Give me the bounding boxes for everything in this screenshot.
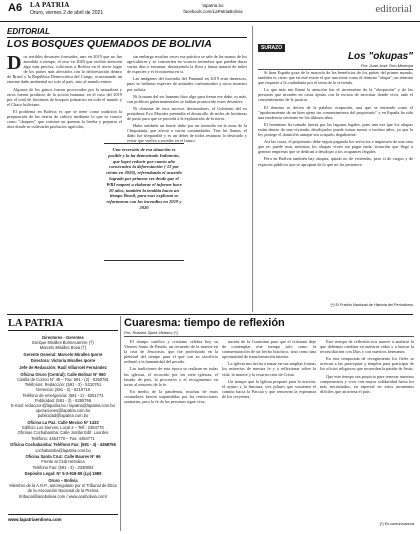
paragraph: En medio de la pandemia, muchas de estas costumbres fueron suspendidas por las restricciones sanitarias, pero la fe de las personas sigue viva. — [124, 388, 218, 405]
paragraph: La iglesia nos invita a tomar en sus amplias formas los misterios de nuestra fe y a reflexionar sobre la vida, la muerte y la resurrección de Cristo. — [222, 361, 316, 377]
paragraph: sin embargo muchas veces esa práctica se sale de las manos de los agricultores y se convierten en voraces incendios que pueden durar varias días o semanas, destruyendo la flora y fauna natural de miles de especies y el ecosistema en sí. — [127, 54, 247, 75]
staff-line: Jefe de Redacción: Raúl Villarroel Fernández — [19, 365, 107, 371]
editorial-title: LOS BOSQUES QUEMADOS DE BOLIVIA — [7, 38, 212, 50]
paragraph: Este tiempo de reflexión nos mueve a analizar lo que debemos cambiar en nuestras vidas y a buscar la reconciliación con Dios y con nuestros hermanos. — [320, 339, 414, 355]
paragraph: Algunos de los gastos fueron provocados por la naturaleza y otros fueron producto de la acción humana; en el caso del 2019 por el total de hectáreas de bosques primarios en todo el mundo y el Chaco boliviano. — [7, 86, 122, 107]
dateline: Oruro, viernes 2 de abril de 2021 — [30, 10, 104, 16]
paragraph: El término se deriva de la palabra ocupación, una que se entiende como el "apoderamiento de un bien ajeno sin consentimiento del propietario" y en España ha sido una tendencia creciente en los últimos años. — [258, 104, 413, 120]
web-link[interactable]: lapatria.bo — [202, 3, 224, 8]
section-divider — [7, 314, 413, 315]
staff-line: Directora: Victoria Miralles Iporre — [30, 358, 96, 364]
staff-line: Oficina Santa Cruz: Calle Baures N° 66 — [25, 454, 101, 460]
staff-line: E-mail: redaccion@lapatria.bo / lapatria@lapatria.com.bo — [11, 402, 115, 408]
column-body — [258, 70, 413, 302]
article-column-3 — [320, 339, 414, 531]
staff-line: Oficinas Cochabamba: Calle Jordán Edif. Lourdes — [17, 430, 109, 436]
paragraph: Las tradiciones de esta época se realizan en todas las iglesias, el recorrido por las siete iglesias, el lavado de pies, la procesión y el recogimiento en torno al misterio de la fe. — [124, 366, 218, 387]
staff-line: Gerente General: Marcelo Miralles Iporre — [23, 351, 103, 357]
staff-line: cochabamba@lapatria.com.bo — [35, 447, 91, 453]
column-author: Por: Juan José Toro Montoya — [258, 63, 413, 70]
paragraph: Hubo también un fuerte daño por un incendio en la zona de la Chiquitanía, que afectó a varias comunidades. Tras las llamas, el daño fue irreparable y es un deber de todos restaurar lo destruido y evitar que vuelva a suceder en el futuro. — [127, 123, 247, 144]
staff-line: Frente al Club Hebraica — [41, 459, 85, 465]
column-title: Los "okupas" — [347, 51, 413, 62]
paragraph: Que este tiempo sea propicio para renovar nuestros compromisos y vivir con mayor solidaridad hacia los más necesitados, en especial en estos momentos difíciles que atraviesa el país. — [320, 373, 414, 394]
web-links — [168, 3, 258, 15]
staff-line: Teléfono: 4454770 – Fax: 4454771 — [31, 435, 95, 441]
staff-line: Gerencia: (591 - 2) - 5210718 — [36, 387, 90, 393]
paragraph: Así las cosas, el propietario debe seguir pagando los servicios e impuestos de una casa que no puede usar, mientras los okupas viven sin pagar nada, situación que llegó a generar empresas que se dedican a desalojar a los ocupantes ilegales. — [258, 139, 413, 155]
staff-line: Directores - Gerentes — [42, 334, 84, 340]
paragraph: En esta temporada de recogimiento los fieles se acercan a las parroquias y templos para participar de los oficios religiosos que recuerdan la pasión de Jesús. — [320, 356, 414, 372]
staff-line: Edificio Los Siervos, Local 2 – Telf.: 2484778 — [22, 425, 104, 431]
drop-cap: D — [7, 54, 22, 74]
paragraph: Pero en Bolivia también hay okupas, quizás no de viviendas, pero sí de cargos y de espacios públicos que se apropian de lo que no les pertenece. — [258, 156, 413, 167]
staff-line: Marcelo Miralles Bova (†) — [39, 344, 87, 350]
column-divider — [252, 26, 253, 312]
staff-line: Depósito Legal: N° 5-3-918-89 (Lp) 1989 — [24, 471, 102, 477]
paragraph: El tiempo católico y cristiano celebra hoy su Viernes Santo de Pasión, un recuerdo de la muerte en la cruz de Jesucristo, que fue profetizado en la plenitud del tiempo para el que con su sacrificio redimió a la humanidad del pecado. — [124, 339, 218, 365]
column-signature: (*) El Pueblo Nacional de Historia del Periodismo — [330, 303, 413, 307]
pull-quote: Una reversión de esa situación es posible y la ha demostrado Indonesia, que logró reducir por cuarto año consecutivo la deforestación (-12 por ciento en 2020), refrendando el acuerdo logrado por primera vez desde que el WRI empezó a elaborar el informe hace 20 años, también la tendida hacia un tiempo Brasil, para esas exploran se reformaron con los incendios en 2019 y 2020 — [104, 143, 184, 261]
article-column-2 — [222, 339, 316, 531]
staff-line: operaciones@lapatria.com.bo — [35, 408, 91, 414]
paragraph: Las imágenes del incendio del Pantanal en 2019 eran dantescas, pues se hallaron especies de animales carbonizados y otros muertos por asfixia. — [127, 76, 247, 92]
column-divider — [120, 316, 121, 531]
page-number: A6 — [8, 2, 23, 14]
paragraph: El problema en Bolivia es que se tiene como tradición la preparación de las tierras de cultivo mediante lo que se conoce como "chaqueo" que consiste en quemar la hierba y preparar el área donde se cultivarán productos agrícolas, — [7, 108, 122, 130]
article-column-1 — [124, 339, 218, 531]
paragraph: Ni la mano del ser humano hizo algo para frenar ese daño, es más, con políticas gubernamentales se habían promovido estos desastres. — [127, 93, 247, 104]
section-name: editorial — [375, 3, 412, 15]
staff-line: Teléfono de emergencia: (591 - 2) - 5251774 — [22, 392, 104, 398]
staff-line: Teléfono Fax: (591 - 3) - 3330803 — [32, 464, 94, 470]
staff-line: Oruro – Bolivia — [48, 478, 78, 484]
staff-line: publicidad@lapatria.com.bo — [37, 413, 89, 419]
staff-line: Oficina Cochabamba: Teléfono Fax: (591 - 4) - 4458756 — [10, 442, 116, 448]
article-author: Por: Rosario Sjuez Velasco (*) — [124, 330, 414, 337]
page-header — [0, 0, 420, 22]
staff-line: Publicidad: (591 - 2) - 5255766 — [34, 397, 92, 403]
staff-line: Teléfonos: Redacción: (591 - 2) - 5210761 — [24, 382, 102, 388]
staff-logo: LA PATRIA — [8, 318, 118, 331]
staff-box — [8, 333, 118, 498]
staff-line: Miembro de la A.N.P., autoregulado por el Tribunal de Ética de la Asociación Nacional de la Prensa — [9, 483, 117, 494]
masthead: LA PATRIA — [30, 1, 70, 9]
article-title: Cuaresma: tiempo de reflexión — [124, 317, 285, 329]
staff-line: Oficina La Paz: Calle Mexico N° 1433 — [27, 420, 99, 426]
staff-line: (tribunal@anpbolivia.com / www.anpbolivia.com) — [18, 493, 108, 498]
paragraph: Si bien España goza de la mayoría de los beneficios de los países del primer mundo, también es cierto que en este existe el que uno tiene como el término "okupa", un término que inquietó a la ciudadanía por el tema de la vivienda. — [258, 70, 413, 86]
paragraph: Ni obstante de esos sucesos devastadores, el Gobierno del ex presidente Evo Morales pretendía el desarrollo de miles de hectáreas de pasto para que se proceda a la explotación de la tierra. — [127, 105, 247, 122]
paragraph: La que más me llamó la atención fue el incremento de la "okupación" y de las personas que invaden en casas ajenas con la excusa de necesitar donde vivir, ante el consentimiento de la justicia. — [258, 87, 413, 103]
staff-line: Enrique Miralles Bonnecarrere (†) — [32, 339, 94, 345]
paragraph: os terribles desastres forestales, uno en 2019 que no fue atendido a tiempo, el otro en 2020 que recibió atención algo más precisa, colocaron a Bolivia en el tercer lugar de los países más afectados con la deforestación dentro de Brasil y la República Democrática del Congo, ocasionando un enorme daño ambiental no solo al país, sino al mundo entero. — [7, 54, 122, 85]
editorial-label: EDITORIAL — [7, 27, 247, 38]
staff-line: Oficina Oruro (Central): Calle Bolívar N° 960 — [20, 371, 106, 377]
site-url[interactable]: www.lapatriaenlinea.com — [8, 514, 118, 522]
facebook-link[interactable]: facebook.com/LaPatriaBolivia — [183, 9, 243, 14]
paragraph: nación de la Cuaresma para que el cristiano deje de contemplar este tiempo solo como la conmemoración de un hecho histórico, sino como una oportunidad de transformación interior. — [222, 339, 316, 360]
article-signature: (*) Es comunicadora — [379, 522, 414, 526]
paragraph: El fenómeno ha tomado fuerza por las lagunas legales, pues una vez que los okupas están dentro de una vivienda, desalojarlos puede tomar meses o incluso años, ya que la ley protege el domicilio aunque sea ocupado ilegalmente. — [258, 121, 413, 138]
column-section-label: SURAZO — [258, 44, 285, 52]
staff-line: Casilla de Correo N° 48 – Fax: 591 - (2) - 5250781 — [17, 376, 109, 382]
paragraph: Un tiempo que la Iglesia propone para la oración, el ayuno y la limosna, tres pilares que sostienen el camino hacia la Pascua y que renuevan la esperanza de los creyentes. — [222, 378, 316, 399]
